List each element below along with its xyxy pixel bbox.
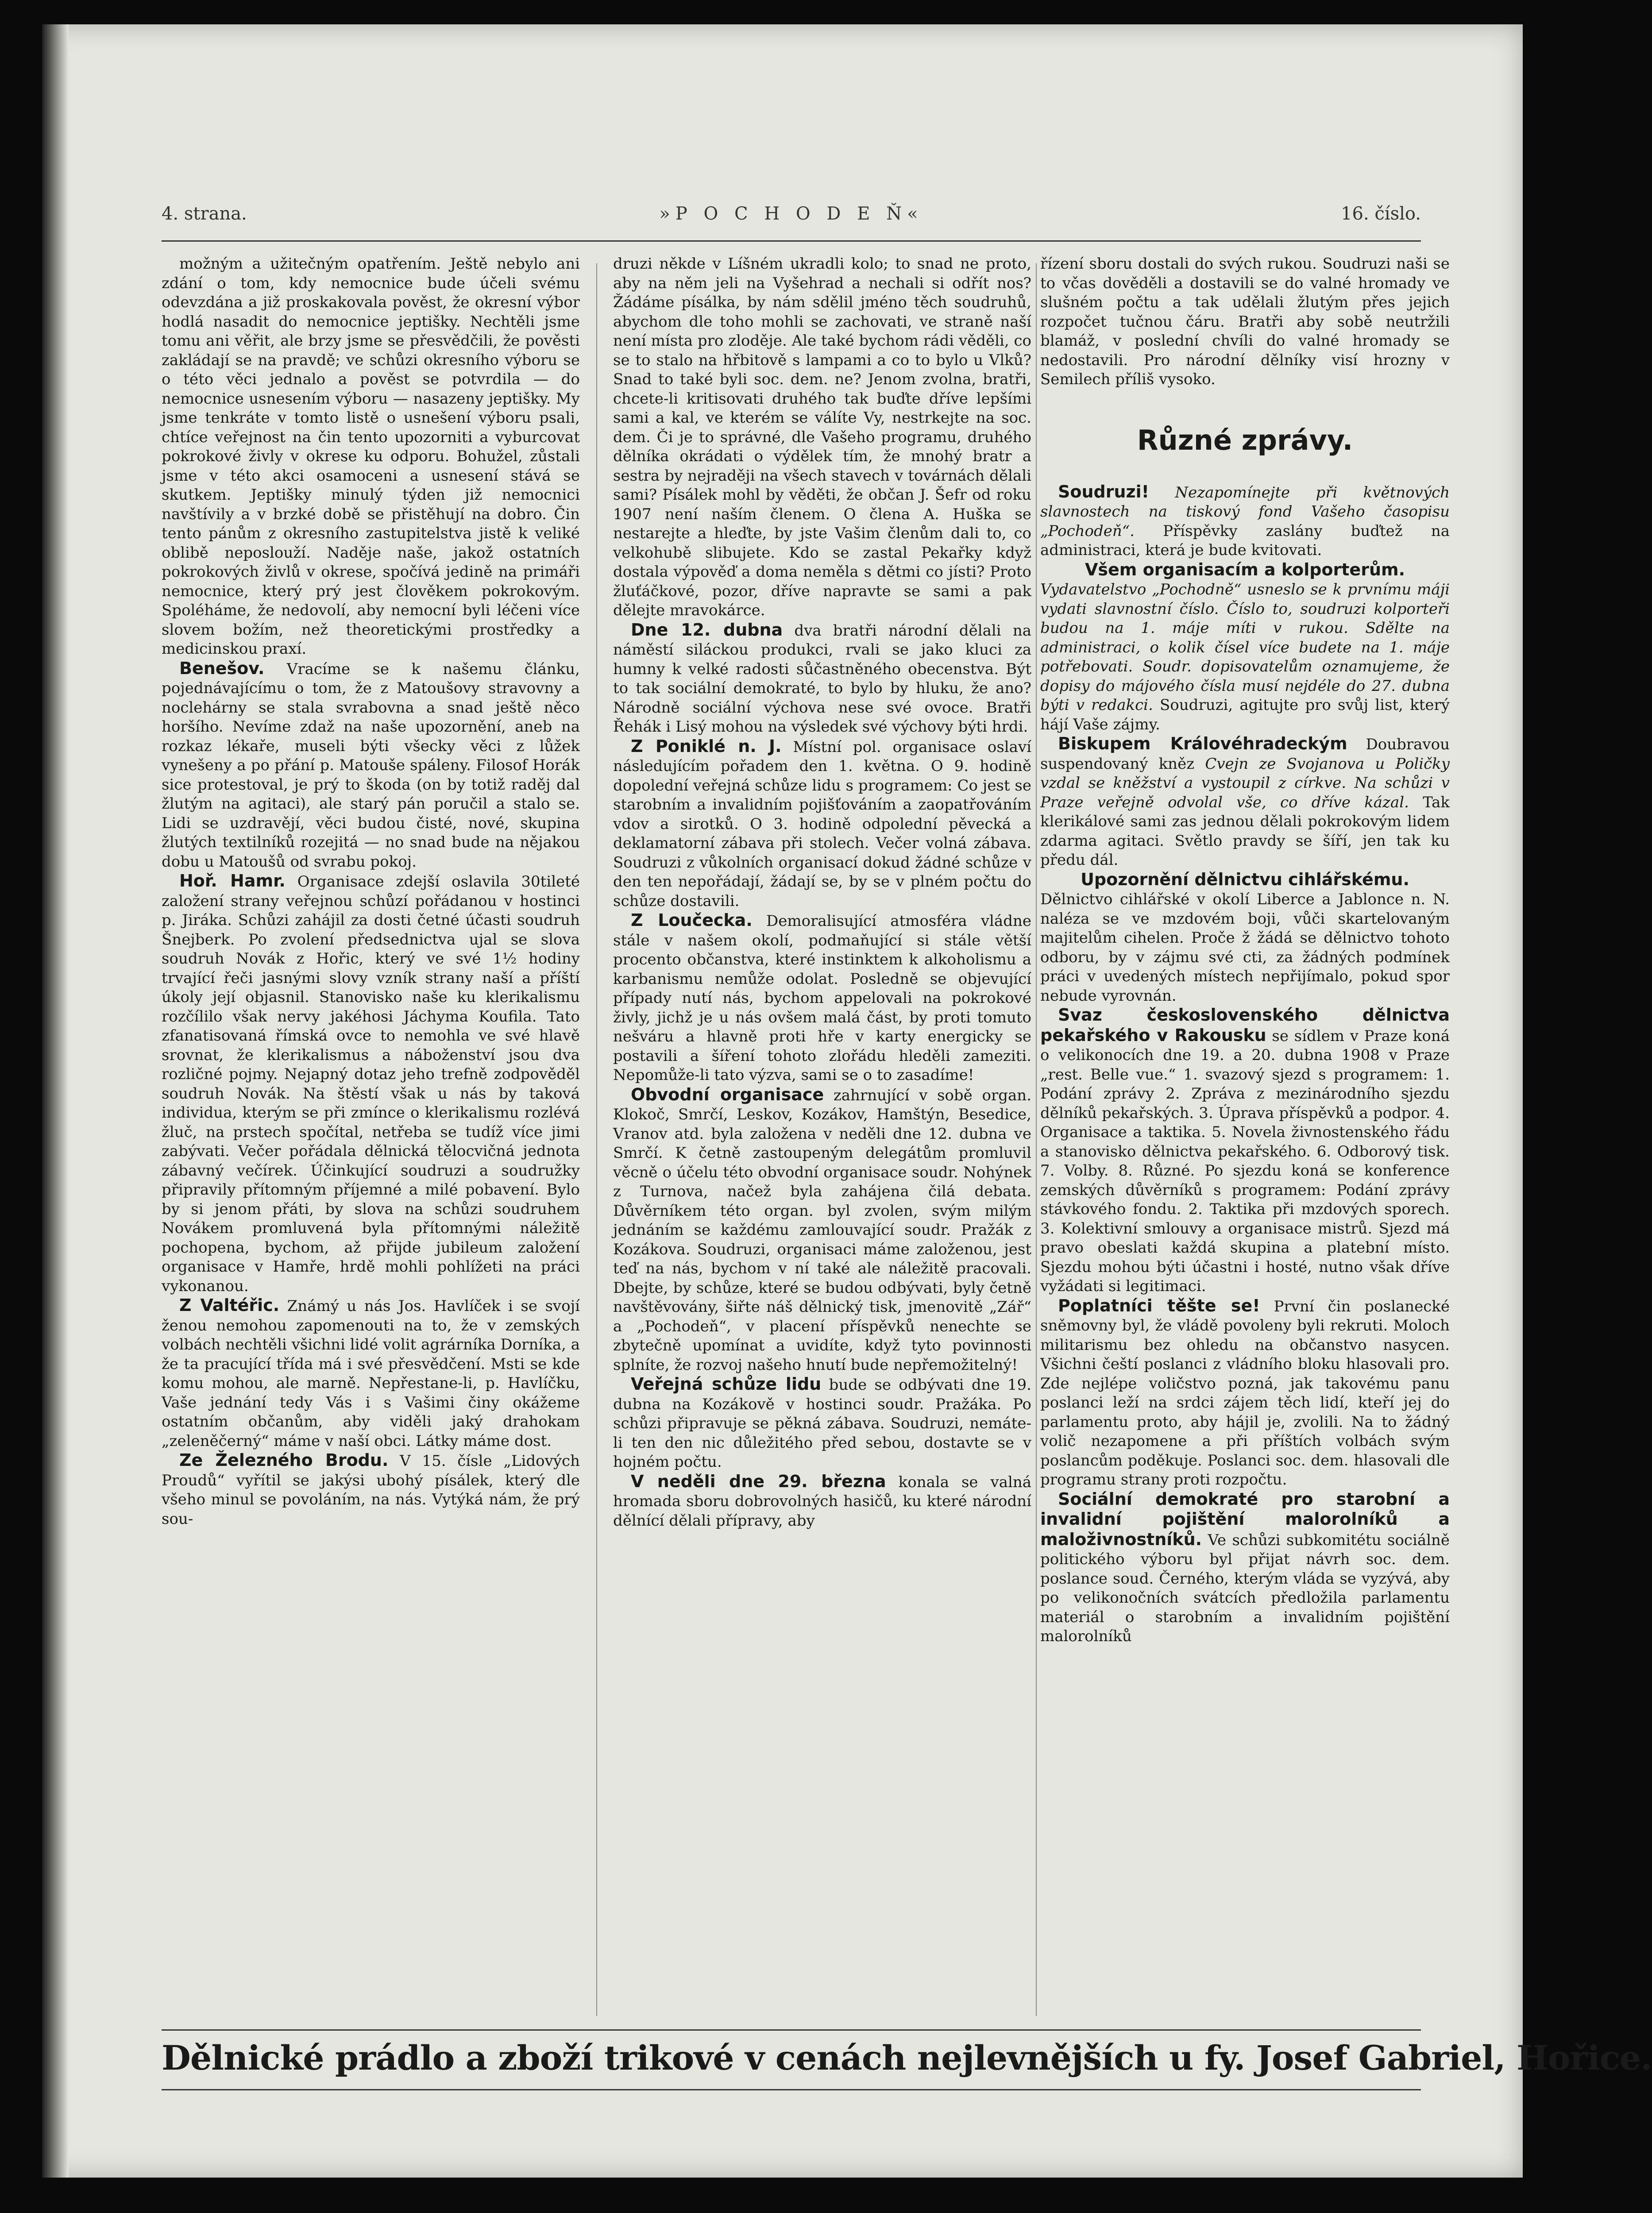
column-3 bbox=[1040, 254, 1450, 2029]
page-number: 4. strana. bbox=[162, 204, 247, 224]
footer-rule bbox=[162, 2029, 1421, 2031]
article-text: Známý u nás Jos. Havlíček i se svojí ženou nemohou zapomenouti na to, že v zemských volbách nechtěli všichni lidé volit agrárníka Dorníka, a že ta pracující třída má i své přesvědčení. Msti se kde komu mohou, ale marně. Nepřestane-li, p. Havlíčku, Vaše jednání tedy Vás i s Vašimi činy okážeme ostatním občanům, aby viděli jaký drahokam „zeleněčerný“ máme v naší obci. Látky máme dost. bbox=[162, 1297, 580, 1450]
article-text: zahrnující v sobě organ. Klokoč, Smrčí, Leskov, Kozákov, Hamštýn, Besedice, Vranov atd. byla založena v neděli dne 12. dubna ve Smrčí. K četně zastoupeným delegátům promluvil věcně o účelu této obvodní organisace soudr. Nohýnek z Turnova, načež byla zahájena čilá debata. Důvěrníkem této organ. byl zvolen, svým milým jednáním se každému zamlouvající soudr. Pražák z Kozákova. Soudruzi, organisaci máme založenou, jest teď na nás, bychom v ní také ale náležitě pracovali. Dbejte, by schůze, které se budou odbývati, byly četně navštěvovány, šiřte náš dělnický tisk, jmenovitě „Zář“ a „Pochodeň“, v placení příspěvků nenechte se zbytečně upomínat a uvidíte, když tyto povinnosti splníte, že rozvoj našeho hnutí bude nepřemožitelný! bbox=[613, 1086, 1031, 1374]
article-text: konala se valná hromada sboru dobrovolných hasičů, ku které národní dělnící dělali přípravy, aby bbox=[613, 1473, 1032, 1530]
notice-text: Doubravou suspendovaný kněz bbox=[1040, 736, 1450, 773]
footer-rule bbox=[162, 2089, 1421, 2090]
notice-text: se sídlem v Praze koná o velikonocích dne 19. a 20. dubna 1908 v Praze „rest. Belle vue.“ 1. svazový sjezd s programem: 1. Podání zprávy 2. Zpráva z mezinárodního sjezdu dělníků pekařských. 3. Úprava příspěvků a podpor. 4. Organisace a taktika. 5. Novela živnostenského řádu a stanovisko dělnictva pekařského. 6. Odborový tisk. 7. Volby. 8. Různé. Po sjezdu koná se konference zemských důvěrníků s programem: Podání zprávy stávkového fondu. 2. Taktika při mzdových sporech. 3. Kolektivní smlouvy a organisace mistrů. Sjezd má pravo obeslati každá skupina a platební místo. Sjezdu mohou býti účastni i hosté, nutno však dříve vyžádati si legitimaci. bbox=[1040, 1027, 1450, 1295]
article-text: Organisace zdejší oslavila 30tileté založení strany veřejnou schůzí pořádanou v hostinci p. Jiráka. Schůzi zahájil za dosti četné účasti soudruh Šnejberk. Po zvolení předsednictva ujal se slova soudruh Novák z Hořic, který ve své 1½ hodiny trvající řeči jasnými slovy vzník strany naší a příští úkoly její objasnil. Stanovisko naše ku klerikalismu rozčílilo však nervy jakéhosi Jáchyma Koufila. Tato zfanatisovaná římská ovce to nemohla ve své hlavě srovnat, že klerikalismus a náboženství jsou dva rozličné pojmy. Nejapný dotaz jeho trefně zodpověděl soudruh Novák. Na štěstí však u nás by taková individua, kterým se při zmínce o klerikalismu rozlévá žluč, na prstech spočítal, netřeba se tudíž více jimi zabývati. Večer pořádala dělnická tělocvičná jednota zábavný večírek. Účinkující soudruzi a soudružky připravily přítomným příjemné a milé pobavení. Bylo by si jenom přáti, by slova na schůzi soudruhem Novákem promluvená byla přítomnými náležitě pochopena, bychom, až přijde jubileum založení organisace v Hamře, hrdě mohli pohlížeti na práci vykonanou. bbox=[162, 873, 580, 1295]
article-text: možným a užitečným opatřením. Ještě nebylo ani zdání o tom, kdy nemocnice bude účeli svému odevzdána a již proskakovala pověst, že okresní výbor hodlá nasadit do nemocnice jeptišky. Nechtěli jsme tomu ani věřit, ale brzy jsme se přesvědčili, že pověsti zakládají se na pravdě; ve schůzi okresního výboru se o této věci jednalo a pověst se potvrdila — do nemocnice usnesením výboru — nasazeny jeptišky. My jsme tenkráte v tomto listě o usnešení výboru psali, chtíce veřejnost na čin tento upozorniti a vyburcovat pokrokové živly v okrese ku odporu. Bohužel, zůstali jsme v této akci osamoceni a usnesení stává se skutkem. Jeptišky minulý týden již nemocnici navštívily a v brzké době se přistěhují na dobro. Čin tento pánům z okresního zastupitelstva jistě k veliké oblibě neposlouží. Naděje naše, jakož ostatních pokrokových živlů v okrese, spočívá jedině na primáři nemocnice, který prý jest člověkem pokrokovým. Spoléháme, že nedovolí, aby nemocní byli léčeni více slovem božím, než theoretickými prostředky a medicinskou praxí. bbox=[162, 255, 580, 658]
notice-text: Příspěvky zaslány buďtež na administraci, která je bude kvitovati. bbox=[1040, 522, 1450, 559]
article-heading: Z Valtéřic. bbox=[179, 1295, 280, 1315]
article-heading: Veřejná schůze lidu bbox=[631, 1374, 822, 1394]
article-dne-12-dubna bbox=[613, 621, 1031, 737]
article-text: druzi někde v Líšném ukradli kolo; to snad ne proto, aby na něm jeli na Vyšehrad a nechali si odřít nos? Žádáme písálka, by nám sdělil jméno těch soudruhů, abychom dle toho mohli se zachovati, ve straně naší není místa pro zloděje. Ale také bychom rádi věděli, co se to stalo na hřbitově s lampami a co to bylo u Vlků? Snad to také byli soc. dem. ne? Jenom zvolna, bratři, chcete-li kritisovati druhého tak buďte dříve lepšími sami a kal, ve kterém se válíte Vy, nestrkejte na soc. dem. Či je to správné, dle Vašeho programu, druhého dělníka okrádati o výdělek tím, že mnohý bratr a sestra by nejraději na všech stavech v továrnách dělali sami? Písálek mohl by věděti, že občan J. Šefr od roku 1907 není naším členem. O člena A. Huška se nestarejte a hleďte, by jste Vašim členům dali to, co velkohubě slibujete. Kdo se zastal Pekařky když dostala výpověď a doma neměla s dětmi co jísti? Proto žluťáčkové, pozor, dříve napravte se sami a pak dělejte mravokárce. bbox=[613, 255, 1031, 619]
article-text: dva bratři národní dělali na náměstí siláckou produkci, rvali se jako kluci za humny k velké radosti sůčastněného obecenstva. Být to tak sociální demokraté, to bylo by hluku, že ano? Národně sociální výchova nese své ovoce. Bratři Řehák i Lisý mohou na výsledek své výchovy býti hrdi. bbox=[613, 621, 1031, 736]
article-zelezny-brod bbox=[162, 1451, 580, 1529]
article-loucecko bbox=[613, 911, 1031, 1085]
section-title: Různé zprávy. bbox=[1137, 424, 1353, 456]
notice-text: Dělnictvo cihlářské v okolí Liberce a Jablonce n. N. naléza se ve mzdovém boji, vůči skartelovaným majitelům cihelen. Proče ž žádá se dělnictvo tohoto odboru, by v zájmu své cti, za žádných podmínek práci v uvedených místech nepřijímalo, pokud spor nebude vyrovnán. bbox=[1040, 891, 1450, 1005]
article-heading: Z Loučecka. bbox=[631, 910, 753, 930]
article-heading: Obvodní organisace bbox=[631, 1084, 824, 1104]
notice-text: Soudruzi, agitujte pro svůj list, který hájí Vaše zájmy. bbox=[1040, 696, 1450, 733]
column-1 bbox=[162, 254, 580, 2029]
notice-heading: Upozornění dělnictvu cihlářskému. bbox=[1081, 869, 1409, 889]
article-heading: Benešov. bbox=[179, 658, 265, 678]
article-text: Místní pol. organisace oslaví následujícím pořadem den 1. května. O 9. hodině dopolední veřejná schůze lidu s programem: Co jest se starobním a invalidním pojišťováním a zaopatřováním vdov a sirotků. O 3. hodině odpolední pěvecká a deklamatorní zábava při stolech. Večer volná zábava. Soudruzi z vůkolních organisací dokud žádné schůze v den ten nepořádají, žádají se, by se v plném počtu do schůze dostavili. bbox=[613, 738, 1031, 910]
header-rule bbox=[162, 240, 1421, 242]
notice-heading: Soudruzi! bbox=[1058, 482, 1149, 501]
article-text: Demoralisující atmosféra vládne stále v našem okolí, podmaňující si stále větší procento občanstva, které instinktem k alkoholismu a karbanismu nemůže odolat. Posledně se objevující případy nutí nás, bychom appelovali na pokrokové živly, jichž je u nás ovšem malá část, by proti tomuto nešváru a hlavně proti hře v karty energicky se postavili a šíření tohoto zlořádu hleděli zameziti. Nepomůže-li tato výzva, sami se o to zasadíme! bbox=[613, 912, 1031, 1084]
article-valterice bbox=[162, 1296, 580, 1451]
column-2 bbox=[613, 254, 1031, 2029]
article-heading: Dne 12. dubna bbox=[631, 620, 783, 640]
notice-biskupem bbox=[1040, 734, 1450, 870]
masthead-title: »P O C H O D E Ň« bbox=[659, 204, 923, 224]
notice-italic: Nezapomínejte při květnových slavnostech na tiskový fond Vašeho časopisu „Pochodeň“. bbox=[1040, 483, 1450, 540]
article-hor-hamr bbox=[162, 871, 580, 1296]
article-text: bude se odbývati dne 19. dubna na Kozákově v hostinci soudr. Pražáka. Po schůzi připravuje se pěkná zábava. Soudruzi, nemáte-li ten den nic důležitého před sebou, dostavte se v hojném počtu. bbox=[613, 1376, 1031, 1471]
notice-heading: Poplatníci těšte se! bbox=[1058, 1295, 1260, 1315]
notice-soudruzi bbox=[1040, 482, 1450, 560]
page-header bbox=[162, 204, 1421, 235]
column-divider bbox=[1036, 263, 1037, 2016]
notice-heading-line bbox=[1040, 870, 1450, 891]
article-text: řízení sboru dostali do svých rukou. Soudruzi naši se to včas dověděli a dostavili se do valné hromady ve slušném počtu a tak udělali žlutým přes jejich rozpočet tučnou čáru. Bratři aby sobě neutržili blamáž, v poslední chvíli do valné hromady se nedostavili. Pro národní dělníky visí hrozny v Semilech příliš vysoko. bbox=[1040, 255, 1450, 388]
article-text: V 15. čísle „Lidových Proudů“ vyřítil se jakýsi ubohý písálek, který dle všeho minul se povoláním, na nás. Vytýká nám, že prý sou- bbox=[162, 1452, 580, 1528]
article-obvodni-organisace bbox=[613, 1085, 1031, 1375]
notice-text: Tak klerikálové sami zas jednou dělali pokrokovým lidem zdarma agitaci. Světlo pravdy se šíří, jen tak ku předu dál. bbox=[1040, 793, 1450, 869]
article-verejna-schuze bbox=[613, 1375, 1031, 1472]
notice-poplatnici bbox=[1040, 1296, 1450, 1490]
notice-heading-line bbox=[1040, 560, 1450, 581]
notice-text: První čin poslanecké sněmovny byl, že vládě povoleny byli rekruti. Moloch militarismu bez ohledu na občanstvo nasycen. Všichni čeští poslanci z vládního bloku hlasovali pro. Zde nejlépe voličstvo pozná, jak takovému panu poslanci leží na srdci zájem těch lidí, kteří jej do parlamentu proto, aby hájil je, zvolili. Na to žádný volič nezapomene a při příštích volbách svým poslancům poděkuje. Poslanci soc. dem. hlasovali dle programu strany proti rozpočtu. bbox=[1040, 1297, 1450, 1488]
article-heading: Hoř. Hamr. bbox=[179, 871, 286, 891]
notice-organisace bbox=[1040, 580, 1450, 734]
notice-heading: Sociální demokraté pro starobní a invalidní pojištění malorolníků a maloživnostníků. bbox=[1040, 1489, 1450, 1549]
article-heading: V neděli dne 29. března bbox=[631, 1471, 886, 1491]
newspaper-page bbox=[42, 24, 1652, 2178]
notice-socialni-demokrate bbox=[1040, 1490, 1450, 1646]
article-v-nedeli bbox=[613, 1472, 1031, 1531]
article-benesov bbox=[162, 659, 580, 872]
notice-text: Ve schůzi subkomitétu sociálně politického výboru byl přijat návrh soc. dem. poslance soud. Černého, kterým vláda se vyzývá, aby po velikonočních svátcích předložila parlamentu materiál o starobním a invalidním pojištění malorolníků bbox=[1040, 1531, 1450, 1645]
article-text: Vracíme se k našemu článku, pojednávajícímu o tom, že z Matoušovy stravovny a noclehárny se stala svrabovna a snad ještě něco horšího. Nevíme zdaž na naše upozornění, aneb na rozkaz lékaře, museli býti všecky věci z lůžek vynešeny a po přání p. Matouše spáleny. Filosof Horák sice protestoval, je prý to škoda (on by totiž raděj dal žlutým na agitaci), ale starý pán poručil a stalo se. Lidi se uzdravějí, věci budou čisté, nové, skupina žlutých textilníků rozejitá — no snad bude na nějakou dobu u Matoušů od svrabu pokoj. bbox=[162, 660, 580, 871]
advertisement-banner: Dělnické prádlo a zboží trikové v cenách nejlevnějších u fy. Josef Gabriel, Hořice. bbox=[162, 2038, 1652, 2078]
article-heading: Ze Železného Brodu. bbox=[179, 1450, 389, 1470]
notice-heading: Svaz československého dělnictva pekařského v Rakousku bbox=[1040, 1005, 1450, 1045]
notice-svaz bbox=[1040, 1006, 1450, 1296]
notice-italic: Vydavatelstvo „Pochodně“ usneslo se k prvnímu máji vydati slavnostní číslo. Číslo to, soudruzi kolporteři budou na 1. máje míti v rukou. Sdělte na administraci, o kolik čísel více budete na 1. máje potřebovati. Soudr. dopisovatelům oznamujeme, že dopisy do májového čísla musí nejdéle do 27. dubna býti v redakci. bbox=[1040, 581, 1450, 714]
issue-number: 16. číslo. bbox=[1341, 204, 1421, 224]
notice-heading: Biskupem Královéhradeckým bbox=[1058, 734, 1347, 753]
article-heading: Z Poniklé n. J. bbox=[631, 736, 782, 756]
notice-heading: Všem organisacím a kolporterům. bbox=[1085, 559, 1405, 579]
column-divider bbox=[596, 263, 597, 2016]
notice-italic: Cvejn ze Svojanova u Poličky vzdal se kněžství a vystoupil z církve. Na schůzi v Praze veřejně odvolal vše, co dříve kázal. bbox=[1040, 755, 1450, 811]
article-ponikla bbox=[613, 737, 1031, 911]
binding-spine bbox=[42, 24, 69, 2178]
